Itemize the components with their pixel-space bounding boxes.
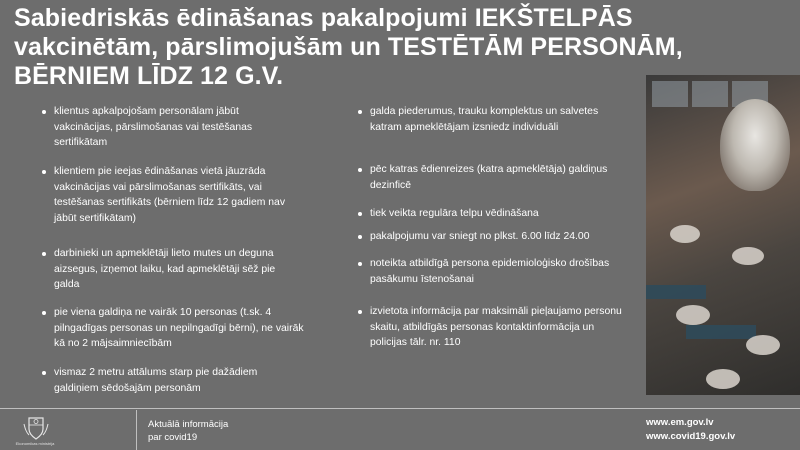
- footer-info: [148, 418, 258, 444]
- bench-shape: [686, 325, 756, 339]
- table-shape: [746, 335, 780, 355]
- list-item: izvietota informācija par maksimāli pieļaujamo personu skaitu, atbildīgās personas kontaktinformācija un policijas tālr. nr. 110: [356, 304, 630, 351]
- list-item: klientus apkalpojošam personālam jābūt vakcinācijas, pārslimošanas vai testēšanas sertifikātam: [40, 104, 294, 151]
- coat-of-arms-icon: [22, 414, 50, 442]
- footer-info-line-1: Aktuālā informācija: [148, 419, 229, 430]
- table-shape: [732, 247, 764, 265]
- list-item: pēc katras ēdienreizes (katra apmeklētāja) galdiņus dezinficē: [356, 162, 610, 193]
- em-gov-link[interactable]: www.em.gov.lv: [646, 417, 714, 428]
- covid19-gov-link[interactable]: www.covid19.gov.lv: [646, 431, 736, 442]
- list-item: klientiem pie ieejas ēdināšanas vietā jāuzrāda vakcinācijas vai pārslimošanas sertifikāts, vai testēšanas sertifikāts (bērniem līdz 12 gadiem nav jābūt sertifikātam): [40, 164, 304, 226]
- footer-divider: [0, 408, 800, 409]
- window-shape: [652, 81, 688, 107]
- restaurant-photo: [646, 75, 800, 395]
- title-line-1: Sabiedriskās ēdināšanas pakalpojumi IEKŠTELPĀS: [14, 4, 633, 32]
- list-item: galda piederumus, trauku komplektus un salvetes katram apmeklētājam izsniedz individuāli: [356, 104, 626, 135]
- footer-links: [646, 416, 735, 444]
- list-item: pakalpojumu var sniegt no plkst. 6.00 līdz 24.00: [356, 229, 630, 245]
- bench-shape: [646, 285, 706, 299]
- list-item: noteikta atbildīgā persona epidemioloģisko drošības pasākumu īstenošanai: [356, 256, 620, 287]
- table-shape: [706, 369, 740, 389]
- table-shape: [670, 225, 700, 243]
- chandelier-shape: [720, 99, 790, 191]
- list-item: darbinieki un apmeklētāji lieto mutes un deguna aizsegus, izņemot laiku, kad apmeklētāji sēž pie galda: [40, 246, 294, 293]
- list-item: pie viena galdiņa ne vairāk 10 personas (t.sk. 4 pilngadīgas personas un nepilngadīgi bērni), ne vairāk kā no 2 mājsaimniecībām: [40, 305, 304, 352]
- title-line-2: vakcinētām, pārslimojušām un TESTĒTĀM PERSONĀM,: [14, 33, 683, 61]
- list-item: tiek veikta regulāra telpu vēdināšana: [356, 206, 620, 222]
- table-shape: [676, 305, 710, 325]
- title-line-3: BĒRNIEM LĪDZ 12 G.V.: [14, 62, 284, 90]
- footer-separator: [136, 410, 137, 450]
- emblem-caption: Ekonomikas ministrija: [15, 441, 55, 446]
- list-item: vismaz 2 metru attālums starp pie dažādiem galdiņiem sēdošajām personām: [40, 365, 294, 396]
- window-shape: [692, 81, 728, 107]
- footer-info-line-2: par covid19: [148, 432, 198, 443]
